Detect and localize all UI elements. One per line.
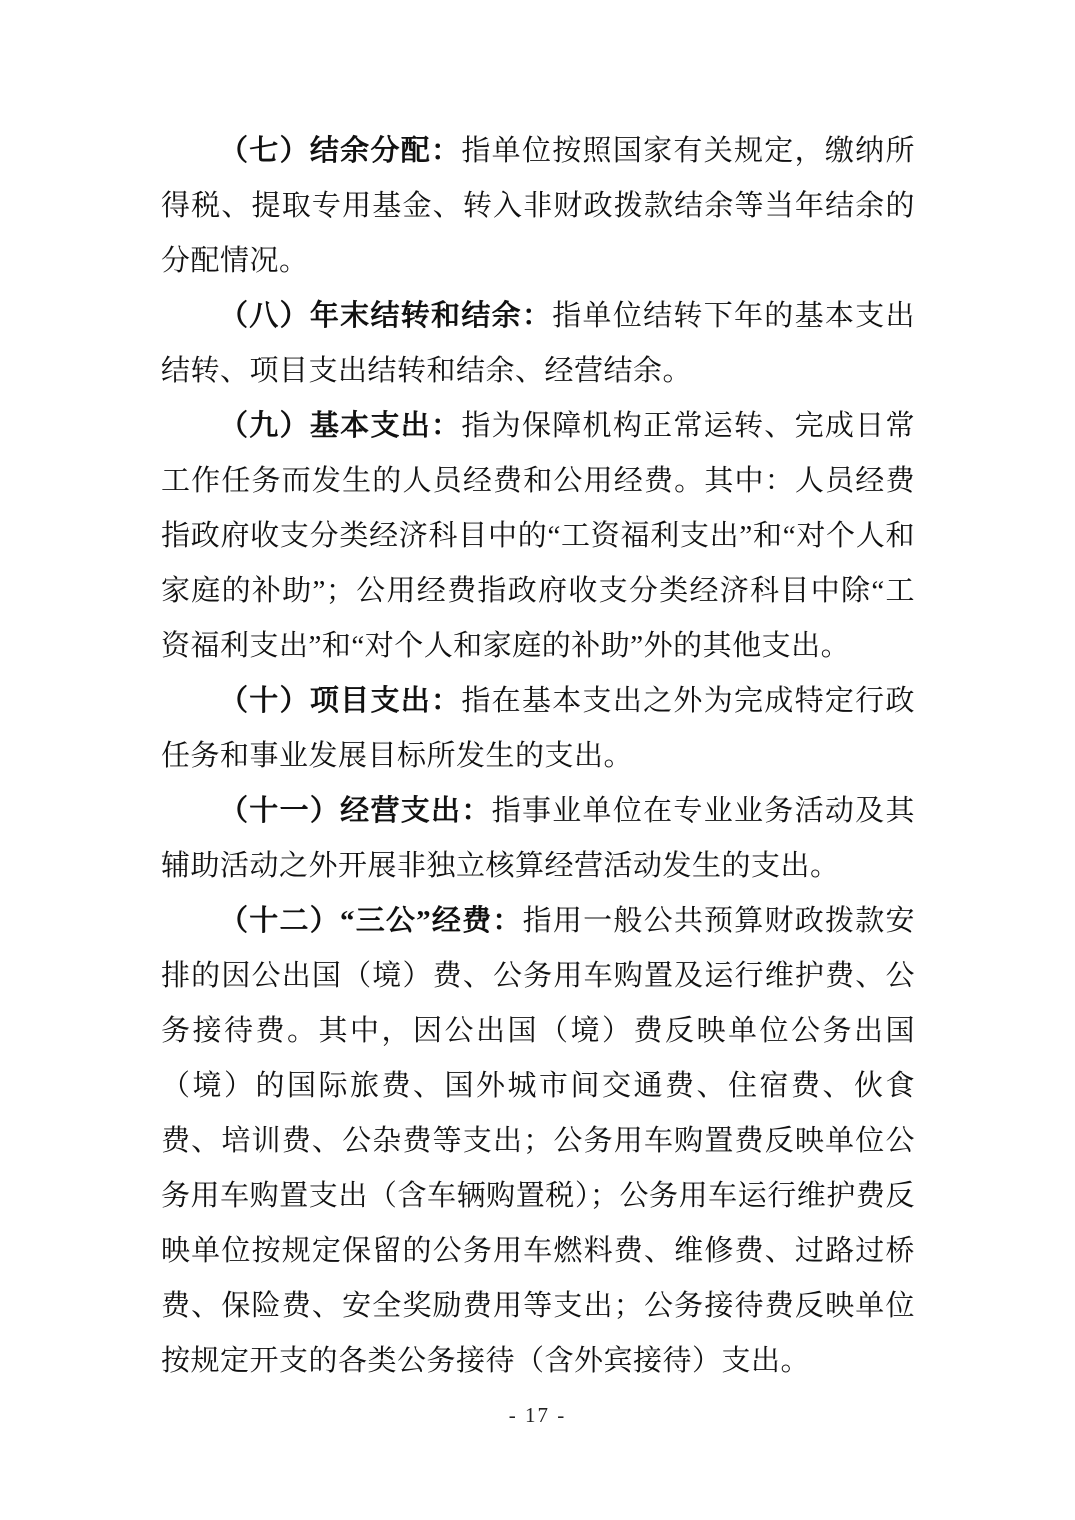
definition-paragraph-11 bbox=[161, 784, 915, 894]
definition-paragraph-8 bbox=[161, 289, 915, 399]
term-definition-12: 指用一般公共预算财政拨款安排的因公出国（境）费、公务用车购置及运行维护费、公务接待费。其中，因公出国（境）费反映单位公务出国（境）的国际旅费、国外城市间交通费、住宿费、伙食费、培训费、公杂费等支出；公务用车购置费反映单位公务用车购置支出（含车辆购置税）；公务用车运行维护费反映单位按规定保留的公务用车燃料费、维修费、过路过桥费、保险费、安全奖励费用等支出；公务接待费反映单位按规定开支的各类公务接待（含外宾接待）支出。 bbox=[161, 905, 915, 1377]
term-label-10: （十）项目支出： bbox=[219, 685, 462, 717]
term-definition-9: 指为保障机构正常运转、完成日常工作任务而发生的人员经费和公用经费。其中：人员经费指政府收支分类经济科目中的“工资福利支出”和“对个人和家庭的补助”；公用经费指政府收支分类经济科目中除“工资福利支出”和“对个人和家庭的补助”外的其他支出。 bbox=[161, 410, 915, 662]
term-label-7: （七）结余分配： bbox=[219, 135, 462, 167]
term-definition-7: 指单位按照国家有关规定，缴纳所得税、提取专用基金、转入非财政拨款结余等当年结余的分配情况。 bbox=[161, 135, 915, 277]
definition-paragraph-10 bbox=[161, 674, 915, 784]
term-label-11: （十一）经营支出： bbox=[219, 795, 492, 827]
term-label-12: （十二）“三公”经费： bbox=[219, 905, 523, 937]
term-label-9: （九）基本支出： bbox=[219, 410, 462, 442]
term-label-8: （八）年末结转和结余： bbox=[219, 300, 553, 332]
page-number: - 17 - bbox=[508, 1403, 567, 1427]
definition-paragraph-12 bbox=[161, 894, 915, 1389]
term-definition-10: 指在基本支出之外为完成特定行政任务和事业发展目标所发生的支出。 bbox=[161, 685, 915, 772]
term-definition-11: 指事业单位在专业业务活动及其辅助活动之外开展非独立核算经营活动发生的支出。 bbox=[161, 795, 915, 882]
document-body bbox=[161, 124, 915, 1389]
definition-paragraph-7 bbox=[161, 124, 915, 289]
definition-paragraph-9 bbox=[161, 399, 915, 674]
term-definition-8: 指单位结转下年的基本支出结转、项目支出结转和结余、经营结余。 bbox=[161, 300, 915, 387]
